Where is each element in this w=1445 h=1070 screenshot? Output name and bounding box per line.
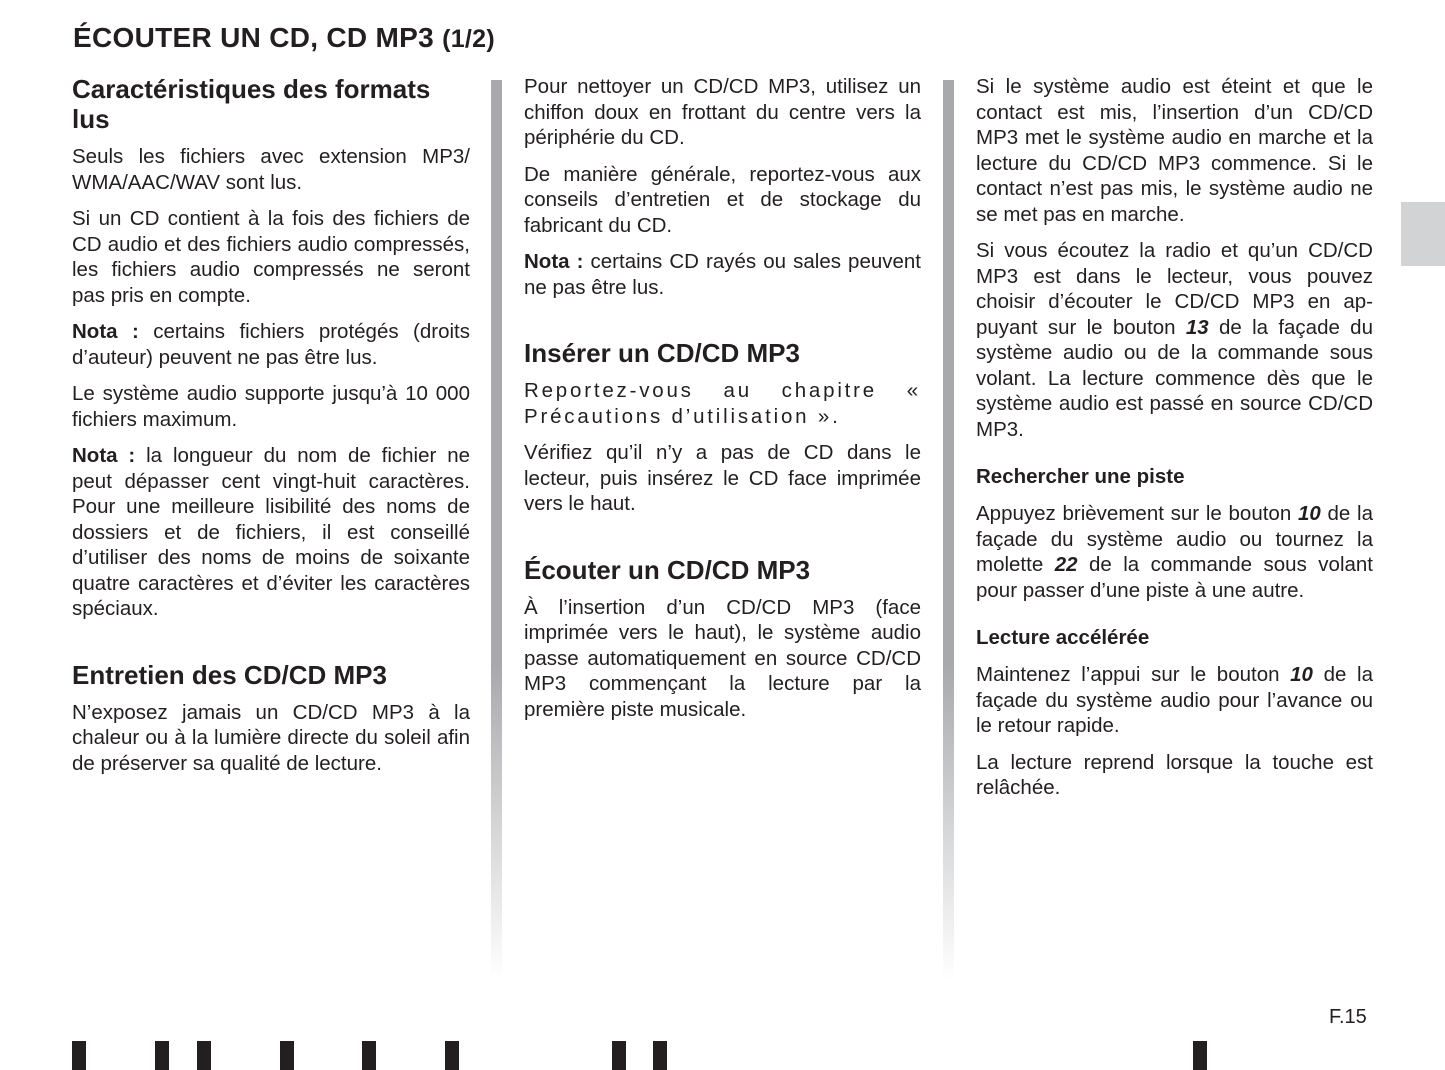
insert-reference-paragraph: Reportez-vous au chapitre « Précautions d’utilisation ».: [524, 379, 921, 428]
release-paragraph: La lecture reprend lorsque la touche est relâchée.: [976, 750, 1373, 799]
text-run: Si vous écoutez la radio et qu’un CD/CD MP3 est dans le lecteur, vous pouvez choisir d’écouter le CD/CD MP3 en appuyant sur le bouton: [976, 239, 1373, 339]
nota-paragraph: [72, 319, 470, 370]
page-title-suffix: (1/2): [442, 25, 495, 53]
column-middle: [524, 74, 921, 733]
care-heading: Entretien des CD/CD MP3: [72, 659, 387, 690]
button-number: 10: [1297, 502, 1321, 525]
text-run: de la façade du système audio ou tournez la molette: [976, 502, 1373, 576]
page-title-main: ÉCOUTER UN CD, CD MP3: [73, 22, 434, 53]
radio-paragraph: [976, 238, 1373, 442]
nota-text: certains fichiers protégés (droits d’auteur) peuvent ne pas être lus.: [72, 320, 470, 369]
nota-label: Nota :: [524, 250, 584, 273]
column-divider: [491, 80, 502, 980]
button-number: 22: [1054, 553, 1078, 576]
formats-paragraph: Seuls les fichiers avec extension MP3/ WMA/AAC/WAV sont lus.: [72, 145, 470, 194]
power-paragraph: Si le système audio est éteint et que le contact est mis, l’insertion d’un CD/CD MP3 met le système audio en marche et la lecture du CD/CD MP3 commence. Si le contact n’est pas mis, le système audio ne se met pas en marche.: [976, 75, 1373, 226]
listen-paragraph: À l’insertion d’un CD/CD MP3 (face imprimée vers le haut), le système audio passe automatiquement en source CD/CD MP3 commençant la lecture par la première piste musicale.: [524, 595, 921, 721]
registration-mark: [72, 1041, 86, 1070]
nota-text: certains CD rayés ou sales peuvent ne pas être lus.: [524, 250, 922, 299]
text-run: de la commande sous volant pour passer d’une piste à une autre.: [976, 553, 1373, 602]
text-run: de la façade du système audio pour l’avance ou le retour rapide.: [976, 663, 1373, 737]
listen-heading: Écouter un CD/CD MP3: [524, 554, 811, 585]
button-number: 10: [1290, 663, 1313, 686]
nota-paragraph: [524, 249, 921, 300]
text-run: Appuyez brièvement sur le bouton: [976, 502, 1292, 525]
insert-heading: Insérer un CD/CD MP3: [524, 338, 800, 368]
care-paragraph: N’exposez jamais un CD/CD MP3 à la chaleur ou à la lumière directe du soleil afin de préserver sa qualité de lecture.: [72, 700, 470, 775]
nota-text: la longueur du nom de fichier ne peut dépasser cent vingt-huit caractères. Pour une meilleure lisibilité des noms de dossiers et de fichiers, il est conseillé d’utiliser des noms de moins de soixante quatre caractères et d’éviter les caractères spéciaux.: [72, 444, 471, 620]
registration-mark: [155, 1041, 169, 1070]
registration-mark: [362, 1041, 376, 1070]
column-divider: [943, 80, 954, 980]
registration-mark: [445, 1041, 459, 1070]
nota-label: Nota :: [72, 320, 139, 343]
nota-label: Nota :: [72, 444, 136, 467]
page-title: [73, 22, 495, 54]
fast-paragraph: [976, 662, 1373, 739]
page-number: F.15: [1329, 1006, 1367, 1028]
button-number: 13: [1185, 315, 1209, 339]
formats-heading: Caractéristiques des formats lus: [72, 74, 431, 134]
column-right: [976, 74, 1373, 812]
cleaning-paragraph: Pour nettoyer un CD/CD MP3, utilisez un chiffon doux en frottant du centre vers la périphérie du CD.: [524, 75, 921, 149]
column-left: [72, 74, 470, 787]
registration-mark: [280, 1041, 294, 1070]
side-tab: [1401, 202, 1445, 266]
text-run: de la façade du système audio ou de la commande sous volant. La lecture commence dès que le système audio est passé en source CD/CD MP3.: [976, 315, 1373, 441]
formats-paragraph: Le système audio supporte jusqu’à 10 000 fichiers maximum.: [72, 382, 470, 431]
text-run: Maintenez l’appui sur le bouton: [976, 663, 1280, 686]
registration-mark: [197, 1041, 211, 1070]
search-paragraph: [976, 501, 1373, 603]
fast-heading: Lecture accélérée: [976, 626, 1150, 649]
registration-mark: [653, 1041, 667, 1070]
storage-paragraph: De manière générale, reportez-vous aux conseils d’entretien et de stockage du fabricant du CD.: [524, 162, 921, 237]
formats-paragraph: Si un CD contient à la fois des fichiers de CD audio et des fichiers audio compressés, les fichiers audio compressés ne seront pas pris en compte.: [72, 207, 470, 307]
insert-paragraph: Vérifiez qu’il n’y a pas de CD dans le lecteur, puis insérez le CD face imprimée vers le haut.: [524, 441, 921, 515]
search-heading: Rechercher une piste: [976, 465, 1185, 488]
registration-mark: [1193, 1041, 1207, 1070]
nota-paragraph: [72, 443, 470, 622]
registration-mark: [612, 1041, 626, 1070]
